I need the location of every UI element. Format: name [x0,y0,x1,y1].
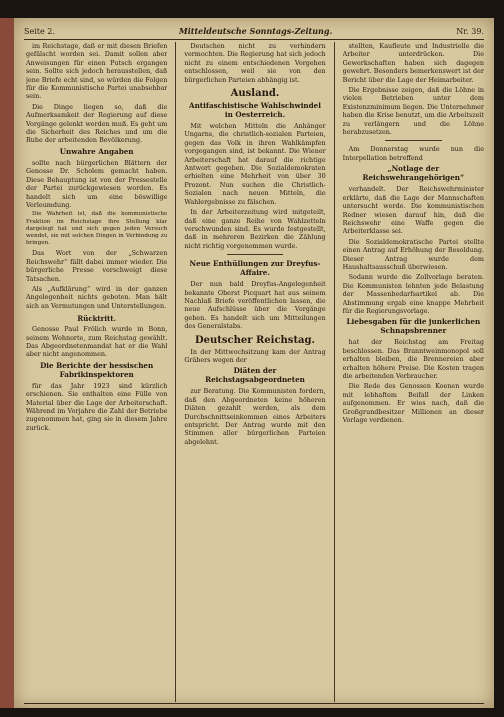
column-3 [343,42,484,702]
section-subtitle: Diäten der Reichstagsabgeordneten [205,366,305,385]
article-paragraph: Mit welchen Mitteln die Anhänger Ungarns, die christlich-sozialen Parteien, gegen das Volk in ihren Wahlkämpfen vorgegangen sind, ist bekannt. Die Wiener Arbeiterschaft hat darauf die richtige Antwort gegeben. Die Sozialdemokraten erhielten eine Mehrheit von über 30 Prozent. Nun suchen die Christlich-Sozialen nach neuen Mitteln, die Wahlergebnisse zu fälschen. [184,122,326,206]
article-paragraph: Die Rede des Genossen Koenen wurde mit lebhaftem Beifall der Linken aufgenommen. Er wies nach, daß die Großgrundbesitzer Millionen an dieser Vorlage verdienen. [342,382,484,425]
article-paragraph: Genosse Paul Frölich wurde in Bonn, seinem Wohnorte, zum Reichstag gewählt. Das Abgeordnetenmandat hat er die Wahl aber nicht angenommen. [26,325,168,359]
section-heading: Die Berichte der hessischen Fabrikinspektoren [40,360,154,379]
issue-number: Nr. 39. [456,26,484,36]
article-paragraph: Deutschen nicht zu verhindern vermochten. Die Regierung hat sich jedoch nicht zu einem entschiedenen Vorgehen entschlossen, weil sie von den bürgerlichen Parteien abhängig ist. [184,42,326,84]
separator-rule [227,254,284,255]
article-paragraph: In der Mittwochsitzung kam der Antrag Gräbers wegen der [184,347,326,364]
section-heading: „Notlage der Reichswehrangehörigen“ [362,164,465,183]
article-paragraph: Als „Aufklärung“ wird in der ganzen Angelegenheit nichts geboten. Man hält sich an Vermutungen und Unterstellungen. [26,284,168,310]
article-paragraph: sollte nach bürgerlichen Blättern der Genosse Dr. Scholem gemacht haben. Diese Behauptung ist von der Pressestelle der Partei zurückgewiesen worden. Es handelt sich um eine böswillige Verleumdung. [26,158,168,209]
article-paragraph-small: Die Wahrheit ist, daß die kommunistische Fraktion im Reichstage ihre Stellung klar dargelegt hat und sich gegen jeden Versuch wendet, sie mit solchen Dingen in Verbindung zu bringen. [26,211,168,247]
header-rule [24,39,484,40]
article-paragraph: zur Beratung. Die Kommunisten fordern, daß den Abgeordneten keine höheren Diäten gezahlt werden, als dem Durchschnittseinkommen eines Arbeiters entspricht. Der Antrag wurde mit den Stimmen aller bürgerlichen Parteien abgelehnt. [184,387,326,446]
section-heading: Liebesgaben für die junkerlichen Schnapsbrenner [346,317,481,336]
article-paragraph: Sodann wurde die Zollvorlage beraten. Die Kommunisten lehnten jede Belastung der Massenbedarfsartikel ab. Die Abstimmung ergab eine knappe Mehrheit für die Regierungsvorlage. [342,273,484,315]
article-paragraph: Die Dinge liegen so, daß die Aufmerksamkeit der Regierung auf diese Vorgänge gelenkt werden muß. Es geht um die Sicherheit des Reiches und um die Ruhe der arbeitenden Bevölkerung. [26,102,168,145]
page-header [24,24,484,38]
column-2 [184,42,325,702]
article-paragraph: Das Wort von der „Schwarzen Reichswehr“ fällt dabei immer wieder. Die bürgerliche Presse verschweigt diese Tatsachen. [26,249,168,283]
section-title: Ausland. [230,88,280,100]
column-divider [175,42,176,702]
article-paragraph: hat der Reichstag am Freitag beschlossen. Das Branntweinmonopol soll erhalten bleiben, die Brennereien aber erhalten höhere Preise. Die Kosten tragen die arbeitenden Verbraucher. [342,338,484,380]
article-paragraph: Die Ergebnisse zeigen, daß die Löhne in vielen Betrieben unter dem Existenzminimum liegen. Die Unternehmer haben die Krise benutzt, um die Arbeitszeit zu verlängern und die Löhne herabzusetzen. [342,86,484,137]
newspaper-title: Mitteldeutsche Sonntags-Zeitung. [178,26,333,36]
newspaper-page [14,18,494,708]
article-paragraph: verhandelt. Der Reichswehrminister erklärte, daß die Lage der Mannschaften untersucht werde. Die kommunistischen Redner wiesen darauf hin, daß die Reichswehr eine Waffe gegen die Arbeiterklasse sei. [342,185,484,236]
column-divider [334,42,335,702]
columns [26,42,484,702]
section-heading: Neue Enthüllungen zur Dreyfus-Affaire. [189,259,321,278]
article-paragraph: im Reichstage, daß er mit diesen Briefen gefälscht worden sei. Damit sollen aber Anweisungen für einen Putsch ergangen sein. Sollte sich jedoch herausstellen, daß jene Briefe echt sind, so würden die Folgen für die Kommunistische Partei unabsehbar sein. [26,42,168,101]
section-heading: Rücktritt. [77,314,116,324]
article-paragraph: Die Sozialdemokratische Partei stellte einen Antrag auf Erhöhung der Besoldung. Dieser Antrag wurde dem Haushaltsausschuß überwiesen. [342,237,484,271]
column-1 [26,42,167,702]
article-paragraph: Der nun bald Dreyfus-Angelegenheit bekannte Oberst Picquart hat aus seinem Nachlaß Briefe veröffentlichen lassen, die neue Aufschlüsse über die Vorgänge geben. Es handelt sich um Mitteilungen des Generalstabs. [184,280,326,331]
footer-rule [24,703,484,704]
section-subtitle: Antifaschistische Wahlschwindel in Oesterreich. [189,101,321,120]
section-title: Deutscher Reichstag. [194,334,316,346]
article-paragraph: für das Jahr 1923 sind kürzlich erschienen. Sie enthalten eine Fülle von Material über die Lage der Arbeiterschaft. Während im Vorjahre die Zahl der Betriebe zugenommen hat, ging sie in diesem Jahre zurück. [26,381,168,432]
binding-spine [0,18,14,708]
separator-rule [385,140,442,141]
article-paragraph: stellten, Kaufleute und Industrielle die Arbeiter unterdrücken. Die Gewerkschaften haben sich dagegen gewehrt. Besonders bemerkenswert ist der Bericht über die Lage der Heimarbeiter. [342,42,484,84]
page-number-left: Seite 2. [24,26,55,36]
article-paragraph: In der Arbeiterzeitung wird mitgeteilt, daß eine ganze Reihe von Wahlzetteln verschwunden sind. Es wurde festgestellt, daß in mehreren Bezirken die Zählung nicht richtig vorgenommen wurde. [184,208,326,250]
article-paragraph: Am Donnerstag wurde nun die Interpellation betreffend [342,145,484,162]
section-heading: Unwahre Angaben [59,146,134,156]
